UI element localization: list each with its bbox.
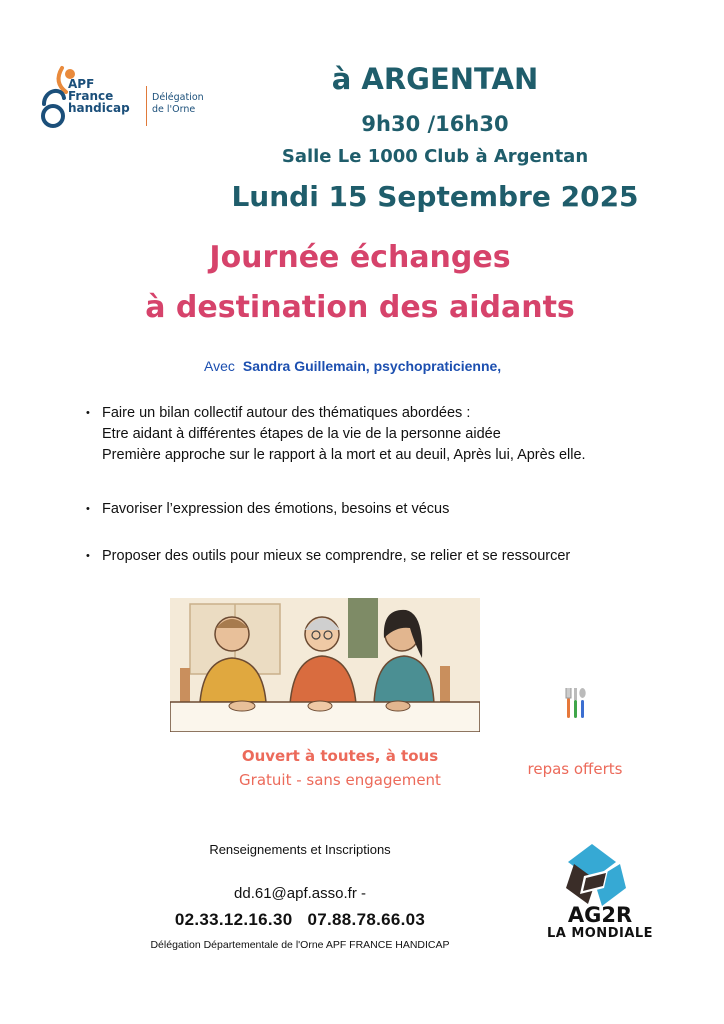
free-no-commitment: Gratuit - sans engagement: [239, 771, 441, 789]
contact-title: Renseignements et Inscriptions: [209, 842, 391, 857]
contact-email[interactable]: dd.61@apf.asso.fr -: [234, 885, 366, 902]
ag2r-line-2: LA MONDIALE: [546, 926, 654, 941]
logo-line-3: handicap: [68, 101, 130, 115]
apf-logo: [40, 64, 230, 134]
apf-logo-text: [68, 78, 130, 114]
event-date: Lundi 15 Septembre 2025: [231, 180, 639, 213]
event-hours: 9h30 /16h30: [361, 112, 509, 136]
caregivers-illustration: [170, 598, 480, 732]
meal-offered: repas offerts: [527, 760, 623, 778]
ag2r-cube-icon: [550, 840, 640, 912]
event-title-line-2: à destination des aidants: [145, 290, 575, 325]
logo-delegation-line-1: Délégation: [152, 92, 204, 103]
logo-line-1: APF: [68, 77, 95, 91]
speaker-label: Avec: [204, 358, 235, 374]
open-to-all: Ouvert à toutes, à tous: [241, 747, 439, 765]
event-city: à ARGENTAN: [331, 62, 539, 96]
bullet-line: Etre aidant à différentes étapes de la vie de la personne aidée: [102, 426, 501, 442]
logo-delegation-line-2: de l'Orne: [152, 104, 196, 115]
logo-line-2: France: [68, 89, 114, 103]
ag2r-wordmark: [540, 905, 660, 942]
bullet-line: Première approche sur le rapport à la mort et au deuil, Après lui, Après elle.: [102, 447, 586, 463]
bullet-line: Proposer des outils pour mieux se comprendre, se relier et se ressourcer: [102, 548, 571, 564]
logo-delegation: [152, 92, 204, 116]
bullet-line: Favoriser l’expression des émotions, besoins et vécus: [102, 501, 450, 517]
logo-separator: [146, 86, 147, 126]
footer-organisation: Délégation Départementale de l'Orne APF FRANCE HANDICAP: [150, 939, 450, 951]
speaker-line: [204, 358, 501, 374]
bullet-line: Faire un bilan collectif autour des thématiques abordées :: [102, 405, 471, 421]
contact-phones: 02.33.12.16.30 07.88.78.66.03: [174, 910, 426, 929]
ag2r-line-1: AG2R: [567, 903, 633, 927]
cutlery-icon: [563, 686, 589, 720]
speaker-name: Sandra Guillemain, psychopraticienne,: [242, 358, 502, 374]
event-venue: Salle Le 1000 Club à Argentan: [281, 146, 589, 167]
event-title-line-1: Journée échanges: [209, 240, 511, 275]
